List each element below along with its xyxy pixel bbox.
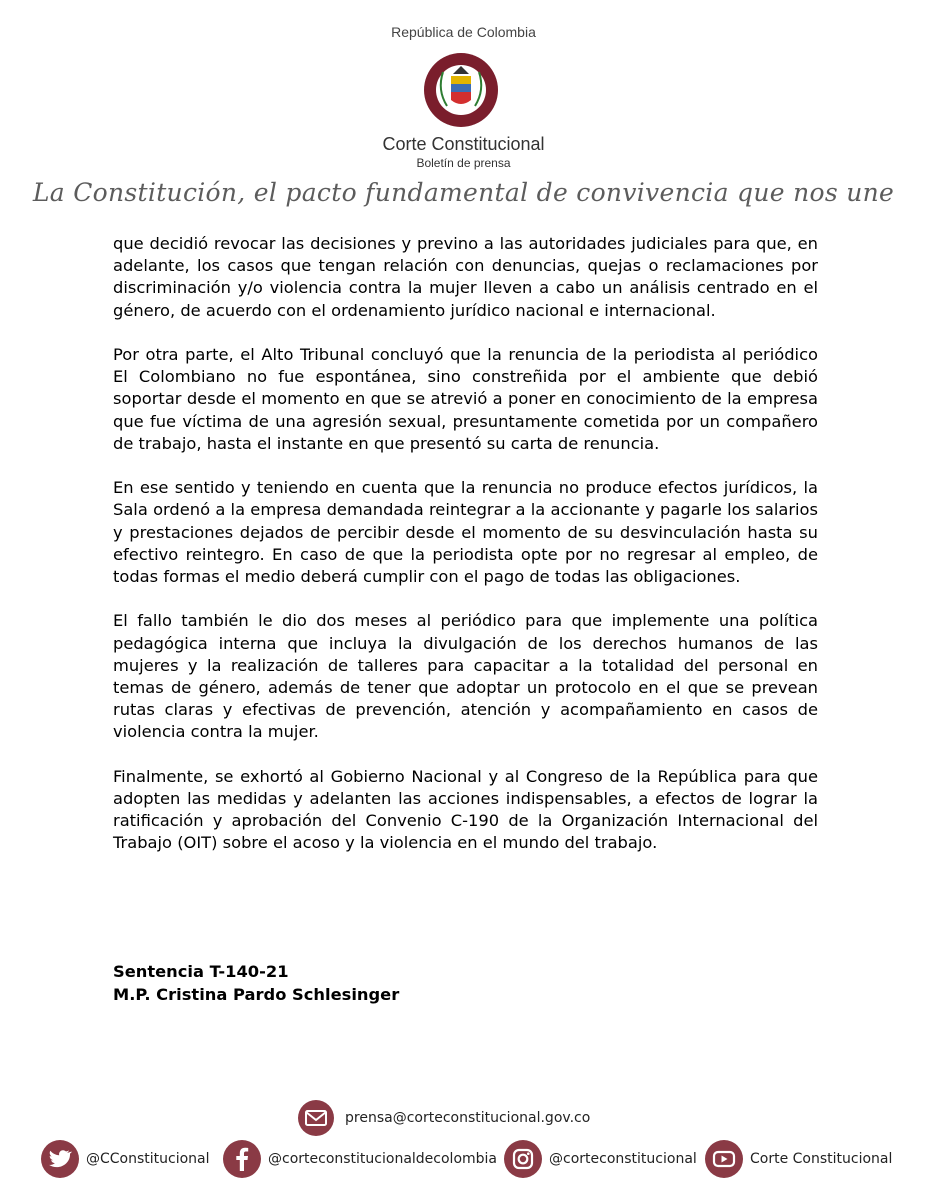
court-seal-logo	[413, 50, 509, 130]
youtube-link[interactable]	[704, 1136, 892, 1182]
facebook-icon	[222, 1139, 262, 1179]
country-name: República de Colombia	[391, 24, 536, 40]
youtube-channel[interactable]: Corte Constitucional	[750, 1151, 893, 1167]
press-release-body	[113, 233, 818, 877]
twitter-link[interactable]	[40, 1136, 210, 1182]
ruling-signature	[113, 960, 399, 1006]
paragraph: Finalmente, se exhortó al Gobierno Nacional y al Congreso de la República para que adopten las medidas y adelanten las acciones indispensables, a efectos de lograr la ratificación y aprobación del Convenio C-190 de la Organización Internacional del Trabajo (OIT) sobre el acoso y la violencia en el mundo del trabajo.	[113, 766, 818, 853]
facebook-handle[interactable]: @corteconstitucionaldecolombia	[268, 1151, 497, 1167]
email-icon	[297, 1099, 335, 1137]
facebook-link[interactable]	[222, 1136, 497, 1182]
youtube-icon	[704, 1139, 744, 1179]
email-address[interactable]: prensa@corteconstitucional.gov.co	[345, 1110, 591, 1126]
twitter-handle[interactable]: @CConstitucional	[86, 1151, 210, 1167]
paragraph: que decidió revocar las decisiones y previno a las autoridades judiciales para que, en adelante, los casos que tengan relación con denuncias, quejas o reclamaciones por discriminación y/o violencia contra la mujer lleven a cabo un análisis centrado en el género, de acuerdo con el ordenamiento jurídico nacional e internacional.	[113, 234, 818, 320]
magistrate-name: M.P. Cristina Pardo Schlesinger	[113, 985, 400, 1004]
ruling-number: Sentencia T-140-21	[113, 962, 289, 981]
instagram-handle[interactable]: @corteconstitucional	[549, 1151, 697, 1167]
twitter-icon	[40, 1139, 80, 1179]
paragraph: En ese sentido y teniendo en cuenta que la renuncia no produce efectos jurídicos, la Sala ordenó a la empresa demandada reintegrar a la accionante y pagarle los salarios y prestaciones dejados de percibir desde el momento de su desvinculación hasta su efectivo reintegro. En caso de que la periodista opte por no regresar al empleo, de todas formas el medio deberá cumplir con el pago de todas las obligaciones.	[113, 478, 818, 587]
paragraph: Por otra parte, el Alto Tribunal concluyó que la renuncia de la periodista al periódico El Colombiano no fue espontánea, sino constreñida por el ambiente que debió soportar desde el momento en que se atrevió a poner en conocimiento de la empresa que fue víctima de una agresión sexual, presuntamente cometida por un compañero de trabajo, hasta el instante en que presentó su carta de renuncia.	[113, 345, 818, 453]
court-motto: La Constitución, el pacto fundamental de convivencia que nos une	[32, 178, 895, 207]
instagram-link[interactable]	[503, 1136, 697, 1182]
paragraph: El fallo también le dio dos meses al periódico para que implemente una política pedagógica interna que incluya la divulgación de los derechos humanos de las mujeres y la realización de talleres para capacitar a la totalidad del personal en temas de género, además de tener que adoptar un protocolo en el que se prevean rutas claras y efectivas de prevención, atención y acompañamiento en casos de violencia contra la mujer.	[113, 611, 818, 742]
bulletin-label: Boletín de prensa	[416, 156, 511, 170]
court-name: Corte Constitucional	[382, 134, 545, 154]
footer-email[interactable]	[297, 1098, 590, 1138]
instagram-icon	[503, 1139, 543, 1179]
